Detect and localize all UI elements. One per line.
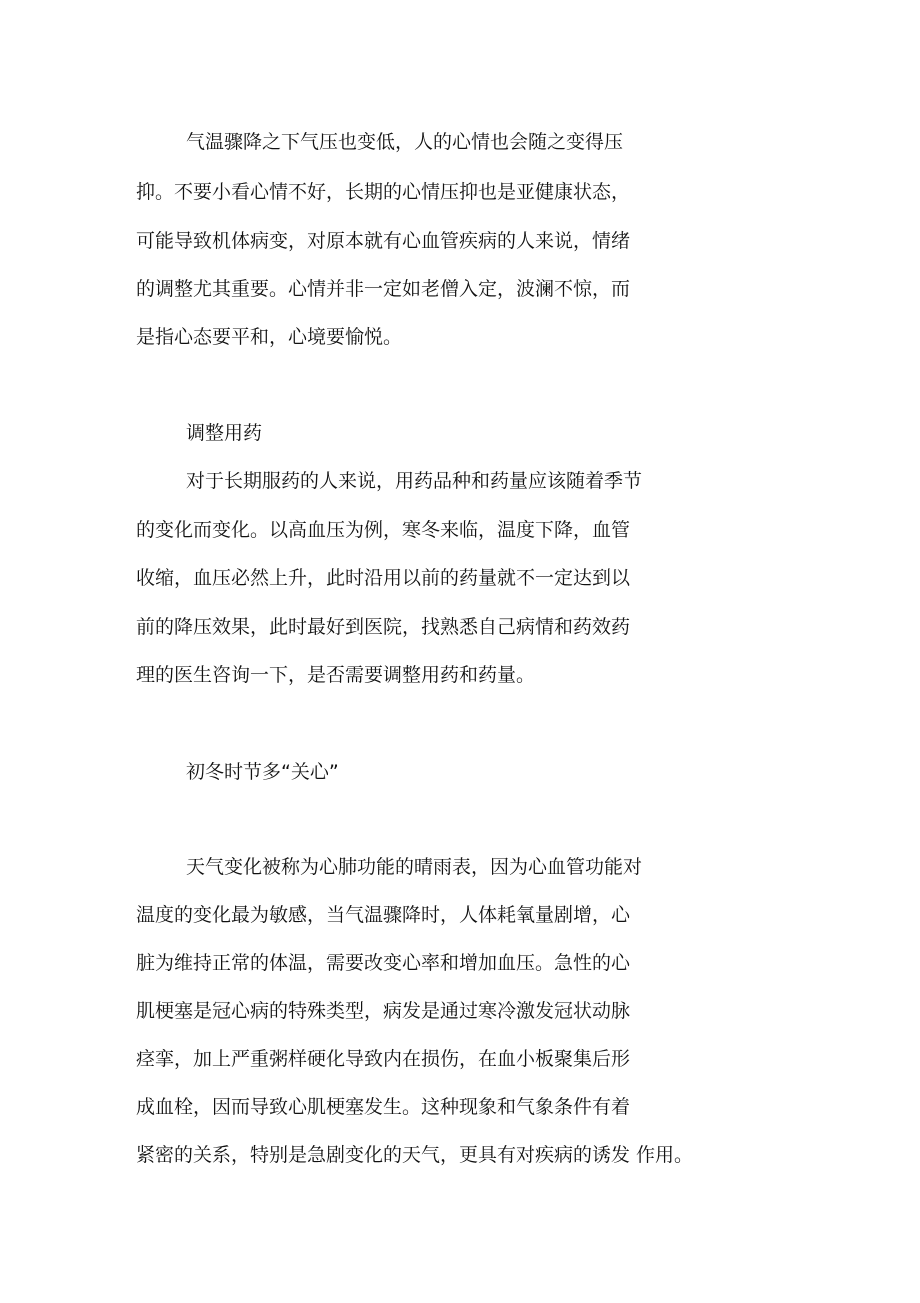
section-heading-adjust-medication: 调整用药 [186,422,263,444]
paragraph-3-line-3: 脏为维持正常的体温，需要改变心率和增加血压。急性的心 [136,952,631,974]
paragraph-2-line-1: 对于长期服药的人来说，用药品种和药量应该随着季节 [186,470,643,492]
paragraph-2-line-3: 收缩，血压必然上升，此时沿用以前的药量就不一定达到以 [136,567,631,589]
paragraph-1-line-5: 是指心态要平和，心境要愉悦。 [136,326,403,348]
paragraph-3-line-2: 温度的变化最为敏感，当气温骤降时，人体耗氧量剧增，心 [136,904,631,926]
paragraph-1-line-3: 可能导致机体病变，对原本就有心血管疾病的人来说，情绪 [136,230,631,252]
paragraph-1-line-1: 气温骤降之下气压也变低，人的心情也会随之变得压 [186,131,624,153]
paragraph-3-line-4: 肌梗塞是冠心病的特殊类型，病发是通过寒冷激发冠状动脉 [136,1000,631,1022]
paragraph-3-line-7: 紧密的关系，特别是急剧变化的天气，更具有对疾病的诱发 作用。 [136,1144,694,1166]
paragraph-2-line-4: 前的降压效果，此时最好到医院，找熟悉自己病情和药效药 [136,616,631,638]
paragraph-3-line-5: 痉挛，加上严重粥样硬化导致内在损伤，在血小板聚集后形 [136,1048,631,1070]
paragraph-3-line-6: 成血栓，因而导致心肌梗塞发生。这种现象和气象条件有着 [136,1096,631,1118]
paragraph-1-line-4: 的调整尤其重要。心情并非一定如老僧入定，波澜不惊，而 [136,278,631,300]
section-heading-early-winter-care: 初冬时节多“关心” [186,761,339,783]
paragraph-3-line-1: 天气变化被称为心肺功能的晴雨表，因为心血管功能对 [186,856,643,878]
paragraph-2-line-5: 理的医生咨询一下，是否需要调整用药和药量。 [136,664,536,686]
paragraph-2-line-2: 的变化而变化。以高血压为例，寒冬来临，温度下降，血管 [136,519,631,541]
paragraph-1-line-2: 抑。不要小看心情不好，长期的心情压抑也是亚健康状态， [136,181,631,203]
